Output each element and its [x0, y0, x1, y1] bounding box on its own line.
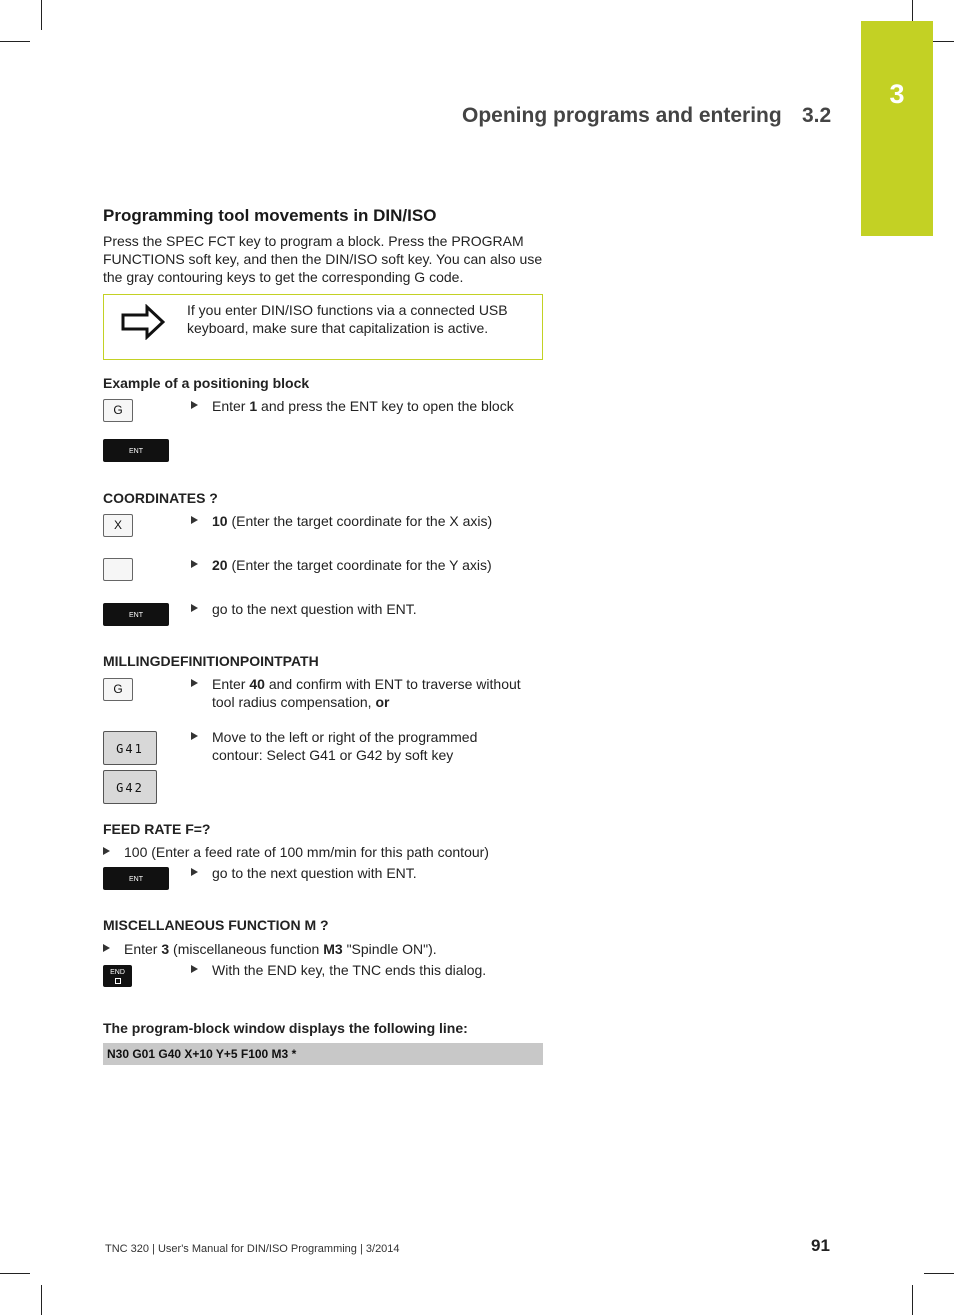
coordinates-heading: COORDINATES ? — [103, 490, 218, 506]
intro-paragraph: Press the SPEC FCT key to program a block. Press the PROGRAM FUNCTIONS soft key, and then the DIN/ISO soft key. You can also use the gray contouring keys to get the corresponding G code. — [103, 233, 543, 285]
crop-mark — [0, 41, 30, 42]
ent-key[interactable]: ENT — [103, 867, 169, 890]
step-enter-40: Enter 40 and confirm with ENT to traverse without tool radius compensation, or — [191, 675, 546, 711]
bullet-arrow-icon — [191, 732, 198, 740]
g-key[interactable]: G — [103, 678, 133, 701]
x-key[interactable]: X — [103, 514, 133, 537]
step-y-coordinate: 20 (Enter the target coordinate for the Y axis) — [191, 556, 546, 574]
bullet-arrow-icon — [191, 516, 198, 524]
chapter-tab — [861, 21, 933, 236]
step-x-coordinate: 10 (Enter the target coordinate for the X axis) — [191, 512, 546, 530]
footer-text: TNC 320 | User's Manual for DIN/ISO Programming | 3/2014 — [105, 1243, 400, 1255]
crop-mark — [0, 1273, 30, 1274]
crop-mark — [41, 1285, 42, 1315]
bullet-arrow-icon — [191, 965, 198, 973]
bullet-arrow-icon — [191, 401, 198, 409]
right-arrow-icon — [121, 304, 165, 340]
section-title: Programming tool movements in DIN/ISO — [103, 206, 437, 225]
result-heading: The program-block window displays the following line: — [103, 1020, 468, 1036]
step-next-question: go to the next question with ENT. — [191, 600, 546, 618]
square-icon — [115, 978, 121, 984]
step-feed-rate: 100 (Enter a feed rate of 100 mm/min for this path contour) — [103, 843, 543, 861]
step-next-question: go to the next question with ENT. — [191, 864, 546, 882]
nc-block-line: N30 G01 G40 X+10 Y+5 F100 M3 * — [103, 1043, 543, 1065]
bullet-arrow-icon — [191, 560, 198, 568]
bullet-arrow-icon — [103, 847, 110, 855]
g-key[interactable]: G — [103, 399, 133, 422]
running-header-title: Opening programs and entering — [462, 104, 782, 127]
example-heading: Example of a positioning block — [103, 375, 310, 391]
crop-mark — [924, 1273, 954, 1274]
end-key-label: END — [110, 969, 125, 976]
y-key[interactable] — [103, 558, 133, 581]
crop-mark — [912, 1285, 913, 1315]
bullet-arrow-icon — [103, 944, 110, 952]
step-enter-1: Enter 1 and press the ENT key to open the block — [191, 397, 546, 415]
chapter-number: 3 — [889, 79, 905, 109]
step-end-dialog: With the END key, the TNC ends this dialog. — [191, 961, 546, 979]
running-header-section: 3.2 — [802, 104, 832, 127]
milling-heading: MILLINGDEFINITIONPOINTPATH — [103, 653, 319, 669]
feed-heading: FEED RATE F=? — [103, 821, 211, 837]
note-text: If you enter DIN/ISO functions via a connected USB keyboard, make sure that capitalization is active. — [187, 302, 508, 336]
crop-mark — [41, 0, 42, 30]
end-key[interactable] — [103, 965, 132, 987]
misc-heading: MISCELLANEOUS FUNCTION M ? — [103, 917, 329, 933]
ent-key[interactable]: ENT — [103, 603, 169, 626]
note-box — [103, 294, 543, 360]
bullet-arrow-icon — [191, 868, 198, 876]
step-enter-3: Enter 3 (miscellaneous function M3 "Spindle ON"). — [103, 940, 543, 958]
ent-key[interactable]: ENT — [103, 439, 169, 462]
step-select-compensation: Move to the left or right of the programmed contour: Select G41 or G42 by soft key — [191, 728, 521, 764]
g42-soft-key[interactable]: G42 — [103, 770, 157, 804]
g41-soft-key[interactable]: G41 — [103, 731, 157, 765]
bullet-arrow-icon — [191, 679, 198, 687]
page-number: 91 — [811, 1236, 830, 1255]
bullet-arrow-icon — [191, 604, 198, 612]
